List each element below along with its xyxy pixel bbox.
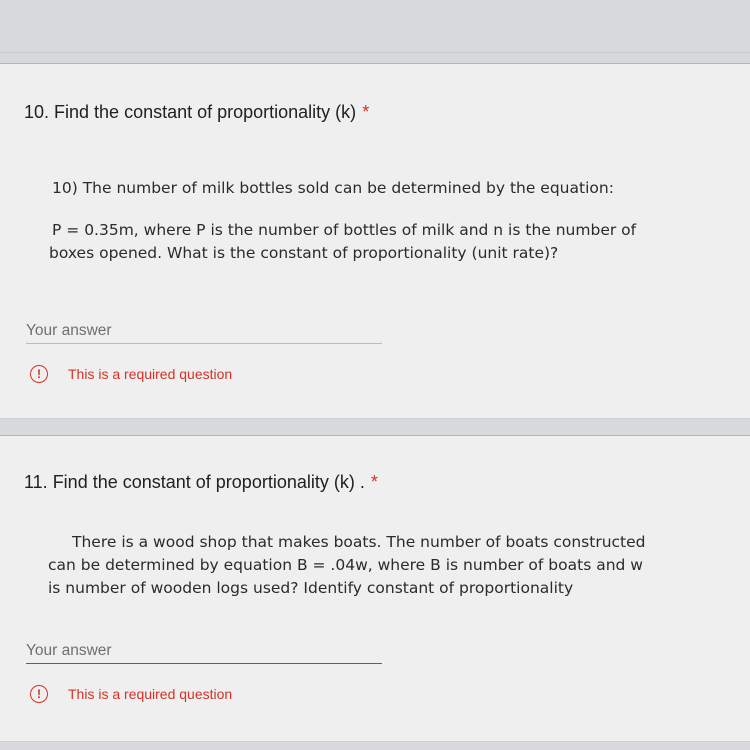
question-description-line: is number of wooden logs used? Identify constant of proportionality [48,579,574,597]
answer-input[interactable] [26,319,382,344]
error-text: This is a required question [68,686,233,702]
question-title-text: 10. Find the constant of proportionality (k) [24,102,357,122]
question-description-line: P = 0.35m, where P is the number of bottles of milk and n is the number of [52,221,637,239]
page-header-band [0,0,750,53]
error-icon: ! [30,685,48,703]
question-card-11 [0,435,750,742]
answer-input[interactable] [26,639,382,664]
question-description-line: There is a wood shop that makes boats. The number of boats constructed [72,533,646,551]
question-description-line: can be determined by equation B = .04w, where B is number of boats and w [48,556,643,574]
question-description-line: 10) The number of milk bottles sold can be determined by the equation: [52,179,614,197]
page-footer-band [0,742,750,750]
required-error-message [30,683,232,705]
error-icon: ! [30,365,48,383]
required-error-message [30,363,232,385]
question-card-10 [0,63,750,419]
required-asterisk: * [370,472,378,492]
question-title-text: 11. Find the constant of proportionality (k) . [24,472,365,492]
question-title [24,470,378,494]
required-asterisk: * [362,102,370,122]
error-text: This is a required question [68,366,233,382]
question-title [24,100,369,124]
question-description-line: boxes opened. What is the constant of proportionality (unit rate)? [49,244,559,262]
card-separator [0,420,750,435]
